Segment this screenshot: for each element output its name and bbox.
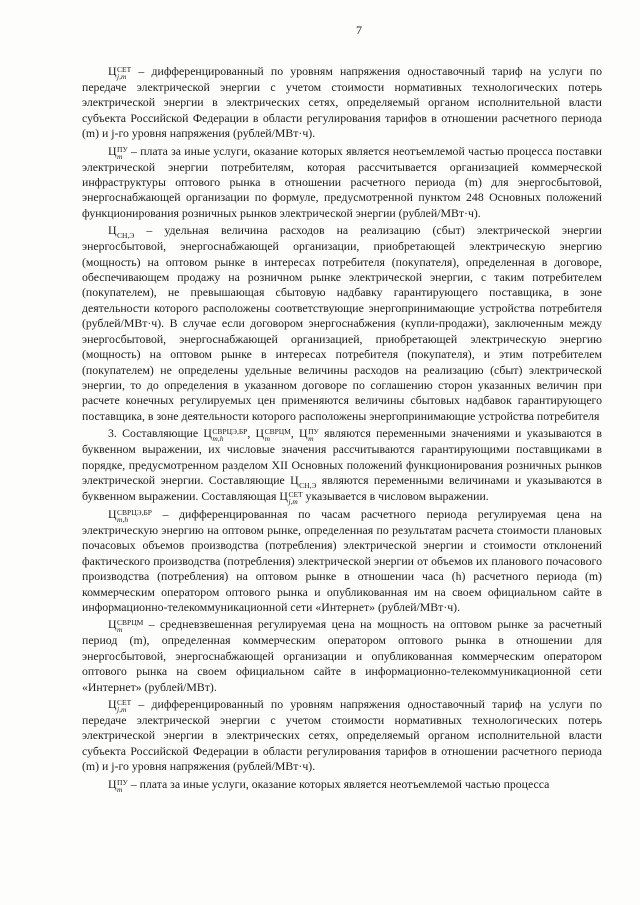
symbol-tariff-set: Ц СЕТ j,m — [108, 697, 132, 714]
definition-energy-price — [82, 507, 602, 615]
document-body — [82, 64, 602, 793]
clause-3: 3. Составляющие Ц СВРЦЭ,БР m,h , Ц СВРЦМ m , Ц ПУ m являются переменными значениями и указываются в буквенном выражении, их числовые значения рассчитываются гарантирующими поставщиками в порядке, предусмотренном разделом XII Основных положений функционирования розничных рынков электрической энергии. Составляющие Ц СН,Э являются переменными величинами и указываются в буквенном выражении. Составляющая Ц СЕТ j,m указывается в числовом выражении. — [82, 426, 602, 506]
symbol-energy-price: Ц СВРЦЭ,БР m,h — [108, 506, 152, 524]
symbol-fee-pu: Ц ПУ m — [108, 143, 128, 161]
symbol-capacity-price: Ц СВРЦМ m — [108, 617, 144, 635]
symbol-tariff-set: Ц СЕТ j,m — [279, 488, 303, 506]
definition-tariff-set-repeat — [82, 697, 602, 775]
definition-capacity-price — [82, 617, 602, 695]
paragraph-text: – дифференцированный по уровням напряжения одноставочный тариф на услуги по передаче электрической энергии с учетом стоимости нормативных технологических потерь электрической энергии в электрических сетях, определяемый органом исполнительной власти субъекта Российской Федерации в области регулирования тарифов в отношении расчетного периода (m) и j-го уровня напряжения (рублей/МВт·ч). — [82, 697, 602, 774]
symbol-capacity-price: Ц СВРЦМ m — [255, 426, 291, 444]
paragraph-text: – плата за иные услуги, оказание которых является неотъемлемой частью процесса поставки электрической энергии потребителям, которая рассчитывается организацией коммерческой инфраструктуры оптового рынка в отношении расчетного периода (m) для энергосбытовой, энергоснабжающей организации по формуле, предусмотренной пунктом 248 Основных положений функционирования розничных рынков электрической энергии (рублей/МВт·ч). — [82, 143, 602, 220]
symbol-sales-cost: Ц СН,Э — [290, 472, 317, 490]
paragraph-text: – дифференцированный по уровням напряжения одноставочный тариф на услуги по передаче электрической энергии с учетом стоимости нормативных технологических потерь электрической энергии в электрических сетях, определяемый органом исполнительной власти субъекта Российской Федерации в области регулирования тарифов в отношении расчетного периода (m) и j-го уровня напряжения (рублей/МВт·ч). — [82, 64, 602, 141]
definition-sales-cost — [82, 223, 602, 424]
paragraph-text: – дифференцированная по часам расчетного периода регулируемая цена на электрическую энергию на оптовом рынке, определенная по результатам расчета стоимости плановых почасовых объемов производства (потребления) электрической энергии и стоимости отклонений фактического производства (потребления) электрической энергии от объемов их планового почасового производства (потребления) на оптовом рынке в отношении часа (h) расчетного периода (m) коммерческим оператором оптового рынка и опубликованная им на своем официальном сайте в информационно-телекоммуникационной сети «Интернет» (рублей/МВт·ч). — [82, 506, 602, 614]
symbol-sales-cost: Ц СН,Э — [108, 223, 135, 241]
definition-fee-pu — [82, 144, 602, 222]
paragraph-text: – плата за иные услуги, оказание которых является неотъемлемой частью процесса — [127, 776, 550, 791]
symbol-fee-pu: Ц ПУ m — [108, 776, 128, 794]
paragraph-text: – средневзвешенная регулируемая цена на мощность на оптовом рынке за расчетный период (m), определенная коммерческим оператором оптового рынка в отношении для энергосбытовой, энергоснабжающей организации и опубликованная коммерческим оператором оптового рынка на своем официальном сайте в информационно-телекоммуникационной сети «Интернет» (рублей/МВт). — [82, 617, 602, 694]
symbol-tariff-set: Ц СЕТ j,m — [108, 64, 132, 81]
definition-tariff-set — [82, 64, 602, 142]
symbol-fee-pu: Ц ПУ m — [299, 426, 319, 444]
definition-fee-pu-repeat — [82, 777, 602, 793]
paragraph-text: – удельная величина расходов на реализацию (сбыт) электрической энергии энергосбытовой, энергоснабжающей организации, приобретающей электрическую энергию (мощность) на оптовом рынке в интересах потребителя (покупателя), определенная в договоре, обеспечивающем продажу на розничном рынке электрической энергии, с таким потребителем (покупателем), не превышающая сбытовую надбавку гарантирующего поставщика, в зоне деятельности которого расположены соответствующие энергопринимающие устройства потребителя (рублей/МВт·ч). В случае если договором энергоснабжения (купли-продажи), заключенным между энергосбытовой, энергоснабжающей организацией, приобретающей электрическую энергию (мощность) на оптовом рынке в интересах потребителя (покупателя), и этим потребителем (покупателем) не определены удельные величины расходов на реализацию (сбыт) электрической энергии, то до определения в указанном договоре по соглашению сторон указанных величин при расчете конечных регулируемых цен применяются величины сбытовых надбавок гарантирующего поставщика, в зоне деятельности которого расположены энергопринимающие устройства потребителя — [82, 223, 602, 423]
symbol-energy-price: Ц СВРЦЭ,БР m,h — [203, 426, 248, 444]
paragraph-text: 3. Составляющие — [108, 426, 204, 441]
page-number: 7 — [356, 23, 362, 37]
